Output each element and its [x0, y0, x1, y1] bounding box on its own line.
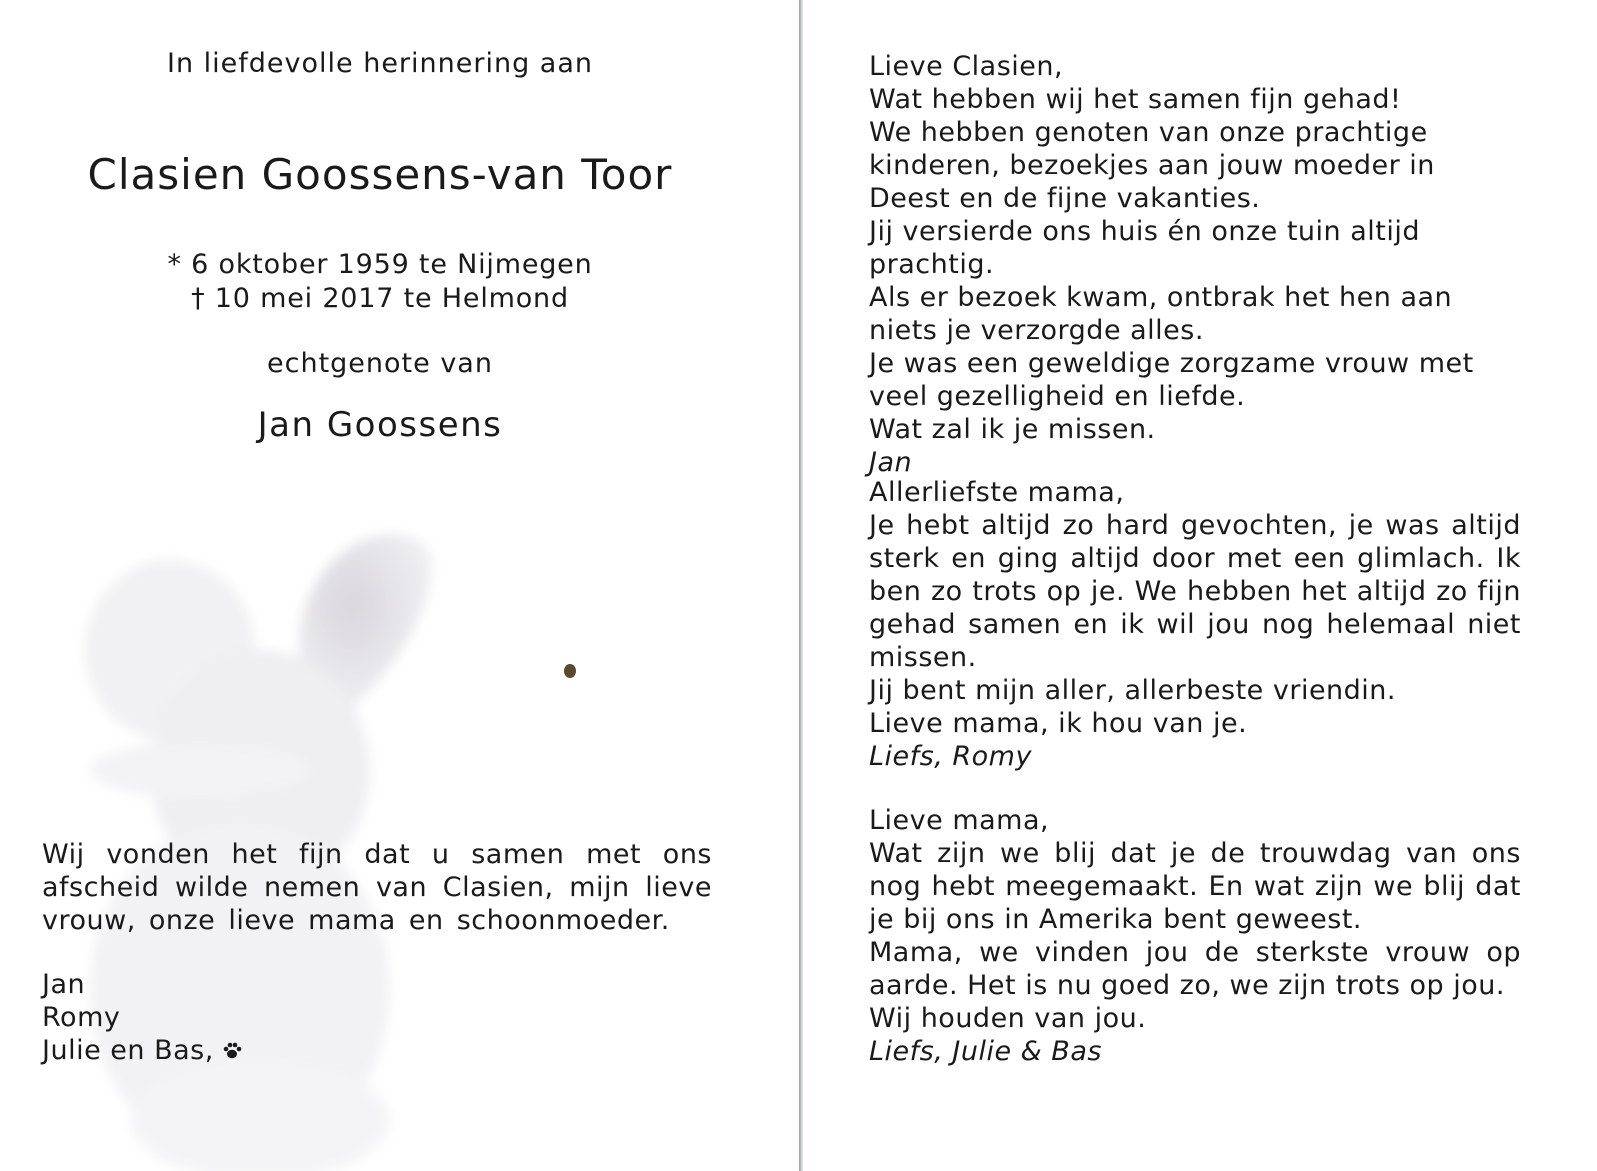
message-greeting: Allerliefste mama, — [869, 477, 1125, 508]
message-line: We hebben genoten van onze prachtige kinderen, bezoekjes aan jouw moeder in Deest en de fijne vakanties. — [869, 117, 1435, 214]
signature-romy: Romy — [42, 1002, 121, 1033]
memory-intro: In liefdevolle herinnering aan — [166, 48, 594, 79]
message-jan — [869, 50, 1521, 479]
birth-line: * 6 oktober 1959 te Nijmegen — [167, 249, 593, 280]
message-line: Jij versierde ons huis én onze tuin altijd prachtig. — [869, 216, 1421, 280]
spouse-intro: echtgenote van — [267, 348, 493, 379]
message-line: Wat hebben wij het samen fijn gehad! — [869, 84, 1402, 115]
deceased-name: Clasien Goossens-van Toor — [87, 150, 673, 199]
message-line: Lieve mama, ik hou van je. — [869, 708, 1248, 739]
paw-print-icon — [222, 1036, 242, 1069]
card-fold-line — [799, 0, 803, 1171]
death-line: † 10 mei 2017 te Helmond — [191, 283, 569, 314]
life-dates — [0, 248, 760, 316]
message-line: Je hebt altijd zo hard gevochten, je was altijd sterk en ging altijd door met een glimlach. Ik ben zo trots op je. We hebben het altijd zo fijn gehad samen en ik wil jou nog helemaal niet missen. — [869, 510, 1521, 673]
message-line: Wat zijn we blij dat je de trouwdag van ons nog hebt meegemaakt. En wat zijn we blij dat je bij ons in Amerika bent geweest. — [869, 838, 1521, 935]
message-julie-bas — [869, 804, 1521, 1068]
ink-spot — [564, 664, 576, 678]
message-romy — [869, 476, 1521, 773]
message-greeting: Lieve mama, — [869, 805, 1050, 836]
message-line: Als er bezoek kwam, ontbrak het hen aan niets je verzorgde alles. — [869, 282, 1453, 346]
message-signature: Liefs, Julie & Bas — [869, 1036, 1102, 1067]
message-line: Je was een geweldige zorgzame vrouw met veel gezelligheid en liefde. — [869, 348, 1474, 412]
signature-julie-bas-label: Julie en Bas, — [42, 1035, 214, 1066]
signature-jan: Jan — [42, 969, 86, 1000]
signature-julie-bas — [42, 1034, 242, 1069]
message-line: Wij houden van jou. — [869, 1003, 1147, 1034]
message-line: Wat zal ik je missen. — [869, 414, 1156, 445]
message-greeting: Lieve Clasien, — [869, 51, 1064, 82]
thanks-text: Wij vonden het fijn dat u samen met ons afscheid wilde nemen van Clasien, mijn lieve vrouw, onze lieve mama en schoonmoeder. — [42, 839, 712, 936]
message-line: Mama, we vinden jou de sterkste vrouw op aarde. Het is nu goed zo, we zijn trots op jou. — [869, 937, 1521, 1001]
message-signature: Jan — [869, 447, 913, 478]
family-signatures — [42, 968, 242, 1069]
spouse-name: Jan Goossens — [257, 405, 503, 445]
message-line: Jij bent mijn aller, allerbeste vriendin. — [869, 675, 1397, 706]
message-signature: Liefs, Romy — [869, 741, 1032, 772]
